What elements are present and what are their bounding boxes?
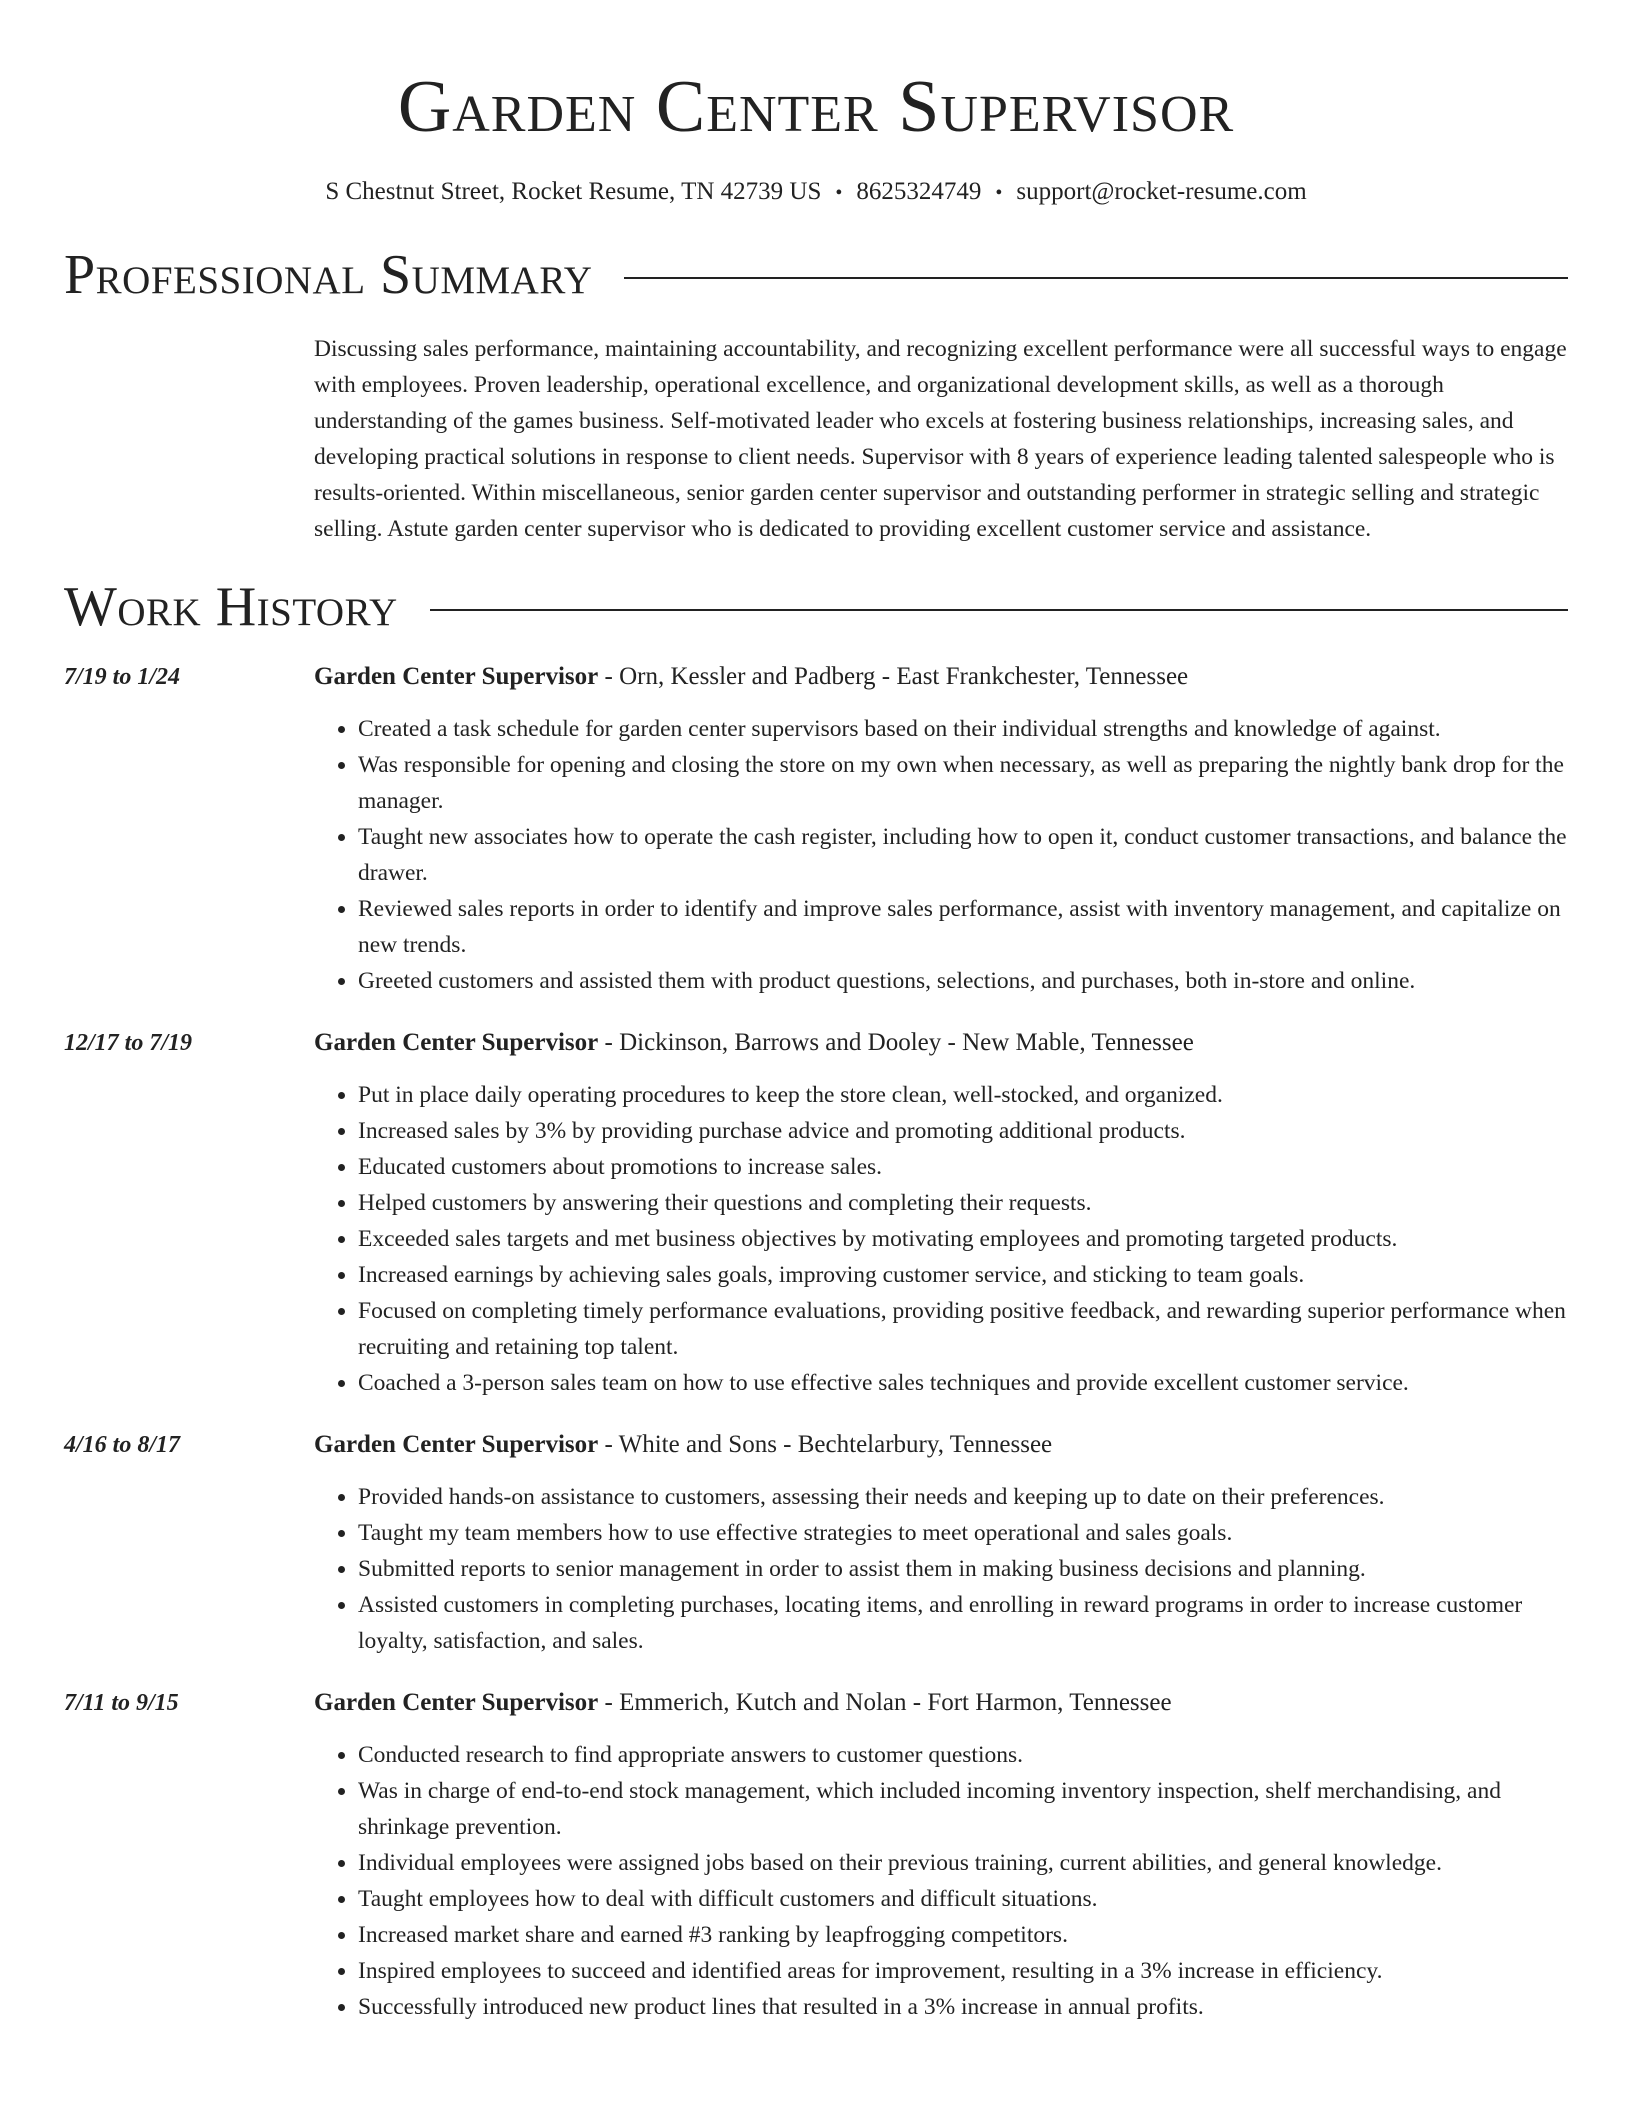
- job-bullet-list: [314, 1077, 1568, 1401]
- contact-phone: 8625324749: [856, 178, 982, 205]
- job-bullet: • Individual employees were assigned jobs based on their previous training, current abilities, and general knowledge.: [358, 1845, 1568, 1881]
- work-heading: Work History: [64, 576, 398, 638]
- job-dates: 7/19 to 1/24: [64, 664, 181, 690]
- job-bullet: • Exceeded sales targets and met business objectives by motivating employees and promoting targeted products.: [358, 1221, 1568, 1257]
- job-employer-location: - Dickinson, Barrows and Dooley - New Mable, Tennessee: [598, 1029, 1194, 1056]
- job-bullet: • Submitted reports to senior management in order to assist them in making business decisions and planning.: [358, 1551, 1568, 1587]
- job-bullet: • Conducted research to find appropriate answers to customer questions.: [358, 1737, 1568, 1773]
- job-title: Garden Center Supervisor: [314, 1431, 599, 1458]
- summary-text: Discussing sales performance, maintaining accountability, and recognizing excellent performance were all successful ways to engage with employees. Proven leadership, operational excellence, and organizational development skills, as well as a thorough understanding of the games business. Self-motivated leader who excels at fostering business relationships, increasing sales, and developing practical solutions in response to client needs. Supervisor with 8 years of experience leading talented salespeople who is results-oriented. Within miscellaneous, senior garden center supervisor and outstanding performer in strategic selling and strategic selling. Astute garden center supervisor who is dedicated to providing excellent customer service and assistance.: [314, 336, 1567, 542]
- job-dates: 12/17 to 7/19: [64, 1030, 193, 1056]
- job-bullet: • Educated customers about promotions to increase sales.: [358, 1149, 1568, 1185]
- job-title: Garden Center Supervisor: [314, 1689, 599, 1716]
- work-history-list: [64, 659, 1568, 2025]
- resume-name: Garden Center Supervisor: [397, 66, 1235, 148]
- contact-line: [64, 176, 1568, 209]
- job-entry: [64, 1427, 1568, 1659]
- job-bullet: • Put in place daily operating procedures to keep the store clean, well-stocked, and organized.: [358, 1077, 1568, 1113]
- contact-email: support@rocket-resume.com: [1016, 178, 1307, 205]
- job-bullet: • Increased market share and earned #3 ranking by leapfrogging competitors.: [358, 1917, 1568, 1953]
- job-title: Garden Center Supervisor: [314, 663, 599, 690]
- job-dates: 7/11 to 9/15: [64, 1690, 179, 1716]
- job-bullet: • Reviewed sales reports in order to identify and improve sales performance, assist with inventory management, and capitalize on new trends.: [358, 891, 1568, 963]
- work-section-header: [64, 575, 1568, 639]
- job-employer-location: - Orn, Kessler and Padberg - East Frankchester, Tennessee: [598, 663, 1189, 690]
- job-employer-location: - Emmerich, Kutch and Nolan - Fort Harmon, Tennessee: [598, 1689, 1172, 1716]
- job-entry: [64, 1025, 1568, 1401]
- job-bullet: • Successfully introduced new product lines that resulted in a 3% increase in annual profits.: [358, 1989, 1568, 2025]
- job-bullet: • Taught my team members how to use effective strategies to meet operational and sales goals.: [358, 1515, 1568, 1551]
- job-title-line: [314, 1025, 1568, 1061]
- section-divider: [624, 277, 1568, 279]
- job-body: [314, 659, 1568, 999]
- job-employer-location: - White and Sons - Bechtelarbury, Tennessee: [598, 1431, 1053, 1458]
- job-dates: 4/16 to 8/17: [64, 1432, 181, 1458]
- job-bullet-list: [314, 1479, 1568, 1659]
- job-bullet: • Increased sales by 3% by providing purchase advice and promoting additional products.: [358, 1113, 1568, 1149]
- job-bullet: • Was in charge of end-to-end stock management, which included incoming inventory inspection, shelf merchandising, and shrinkage prevention.: [358, 1773, 1568, 1845]
- job-bullet: • Provided hands-on assistance to customers, assessing their needs and keeping up to date on their preferences.: [358, 1479, 1568, 1515]
- job-title-line: [314, 659, 1568, 695]
- job-bullet: • Was responsible for opening and closing the store on my own when necessary, as well as preparing the nightly bank drop for the manager.: [358, 747, 1568, 819]
- summary-heading: Professional Summary: [64, 244, 593, 306]
- job-bullet-list: [314, 711, 1568, 999]
- job-title-line: [314, 1685, 1568, 1721]
- summary-section-header: [64, 243, 1568, 307]
- job-body: [314, 1685, 1568, 2025]
- contact-address: S Chestnut Street, Rocket Resume, TN 42739 US: [325, 178, 822, 205]
- job-entry: [64, 659, 1568, 999]
- job-bullet: • Helped customers by answering their questions and completing their requests.: [358, 1185, 1568, 1221]
- job-body: [314, 1427, 1568, 1659]
- job-bullet: • Focused on completing timely performance evaluations, providing positive feedback, and rewarding superior performance when recruiting and retaining top talent.: [358, 1293, 1568, 1365]
- job-bullet: • Coached a 3-person sales team on how to use effective sales techniques and provide excellent customer service.: [358, 1365, 1568, 1401]
- job-bullet: • Taught employees how to deal with difficult customers and difficult situations.: [358, 1881, 1568, 1917]
- contact-separator: •: [995, 182, 1003, 204]
- contact-separator: •: [835, 182, 843, 204]
- job-bullet: • Increased earnings by achieving sales goals, improving customer service, and sticking to team goals.: [358, 1257, 1568, 1293]
- section-divider: [430, 609, 1568, 611]
- job-bullet: • Inspired employees to succeed and identified areas for improvement, resulting in a 3% increase in efficiency.: [358, 1953, 1568, 1989]
- job-title: Garden Center Supervisor: [314, 1029, 599, 1056]
- job-bullet: • Assisted customers in completing purchases, locating items, and enrolling in reward programs in order to increase customer loyalty, satisfaction, and sales.: [358, 1587, 1568, 1659]
- job-bullet-list: [314, 1737, 1568, 2025]
- job-bullet: • Taught new associates how to operate the cash register, including how to open it, conduct customer transactions, and balance the drawer.: [358, 819, 1568, 891]
- job-body: [314, 1025, 1568, 1401]
- job-entry: [64, 1685, 1568, 2025]
- job-bullet: • Created a task schedule for garden center supervisors based on their individual strengths and knowledge of against.: [358, 711, 1568, 747]
- job-bullet: • Greeted customers and assisted them with product questions, selections, and purchases, both in-store and online.: [358, 963, 1568, 999]
- job-title-line: [314, 1427, 1568, 1463]
